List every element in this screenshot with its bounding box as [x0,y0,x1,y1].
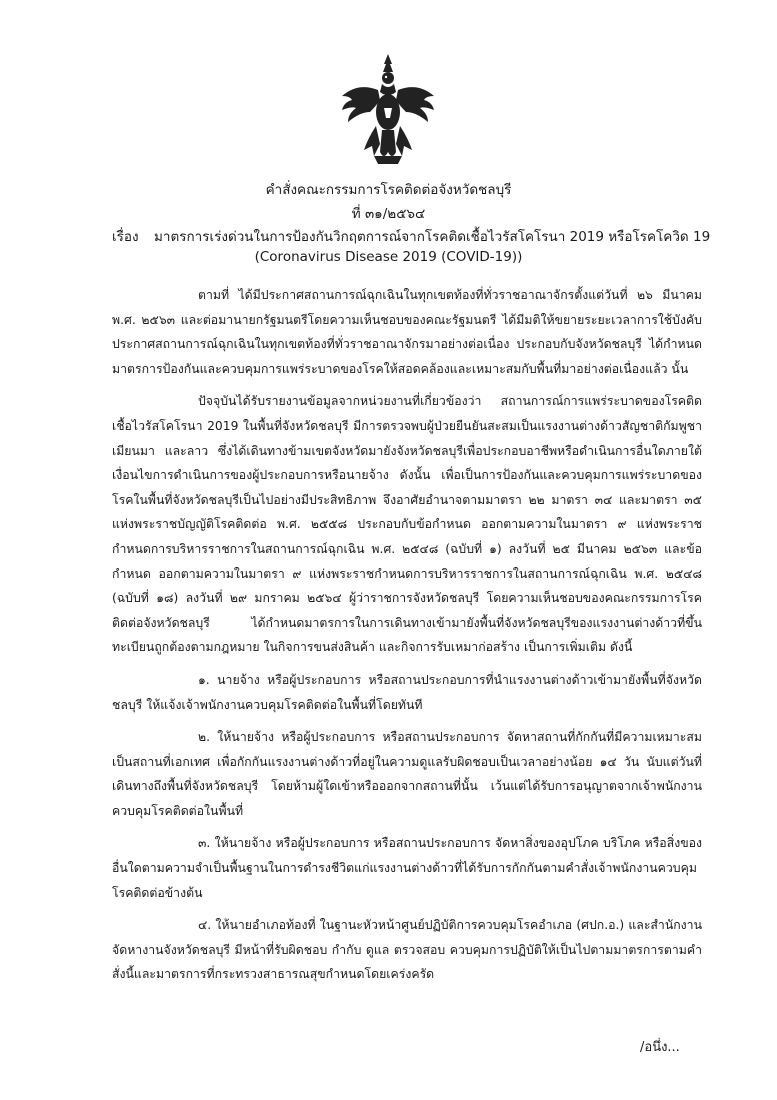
subject-line [112,225,772,247]
measure-item-2: ๒. ให้นายจ้าง หรือผู้ประกอบการ หรือสถานประกอบการ จัดหาสถานที่กักกันที่มีความเหมาะสมเป็นสถานที่เอกเทศ เพื่อกักกันแรงงานต่างด้าวที่อยู่ในความดูแลรับผิดชอบเป็นเวลาอย่างน้อย ๑๔ วัน นับแต่วันที่เดินทางถึงพื้นที่จังหวัดชลบุรี โดยห้ามผู้ใดเข้าหรือออกจากสถานที่นั้น เว้นแต่ได้รับการอนุญาตจากเจ้าพนักงานควบคุมโรคติดต่อในพื้นที่ [112,730,702,818]
paragraph-background: ตามที่ ได้มีประกาศสถานการณ์ฉุกเฉินในทุกเขตท้องที่ทั่วราชอาณาจักรตั้งแต่วันที่ ๒๖ มีนาคม พ.ศ. ๒๕๖๓ และต่อมานายกรัฐมนตรีโดยความเห็นชอบของคณะรัฐมนตรี ได้มีมติให้ขยายระยะเวลาการใช้บังคับประกาศสถานการณ์ฉุกเฉินในทุกเขตท้องที่ทั่วราชอาณาจักรมาอย่างต่อเนื่อง ประกอบกับจังหวัดชลบุรี ได้กำหนดมาตรการป้องกันและควบคุมการแพร่ระบาดของโรคให้สอดคล้องและเหมาะสมกับพื้นที่มาอย่างต่อเนื่องแล้ว นั้น [112,288,702,376]
garuda-emblem-icon [338,52,438,170]
continuation-marker: /อนึ่ง... [640,1040,680,1055]
paragraph-current-situation: ปัจจุบันได้รับรายงานข้อมูลจากหน่วยงานที่เกี่ยวข้องว่า สถานการณ์การแพร่ระบาดของโรคติดเชื้อไวรัสโคโรนา 2019 ในพื้นที่จังหวัดชลบุรี มีการตรวจพบผู้ป่วยยืนยันสะสมเป็นแรงงานต่างด้าวสัญชาติกัมพูชา เมียนมา และลาว ซึ่งได้เดินทางข้ามเขตจังหวัดมายังจังหวัดชลบุรีเพื่อประกอบอาชีพหรือดำเนินการอื่นใดภายใต้เงื่อนไขการดำเนินการของผู้ประกอบการหรือนายจ้าง ดังนั้น เพื่อเป็นการป้องกันและควบคุมการแพร่ระบาดของโรคในพื้นที่จังหวัดชลบุรีเป็นไปอย่างมีประสิทธิภาพ จึงอาศัยอำนาจตามมาตรา ๒๒ มาตรา ๓๔ และมาตรา ๓๕ แห่งพระราชบัญญัติโรคติดต่อ พ.ศ. ๒๕๕๘ ประกอบกับข้อกำหนด ออกตามความในมาตรา ๙ แห่งพระราชกำหนดการบริหารราชการในสถานการณ์ฉุกเฉิน พ.ศ. ๒๕๔๘ (ฉบับที่ ๑) ลงวันที่ ๒๕ มีนาคม ๒๕๖๓ และข้อกำหนด ออกตามความในมาตรา ๙ แห่งพระราชกำหนดการบริหารราชการในสถานการณ์ฉุกเฉิน พ.ศ. ๒๕๔๘ (ฉบับที่ ๑๘) ลงวันที่ ๒๙ มกราคม ๒๕๖๔ ผู้ว่าราชการจังหวัดชลบุรี โดยความเห็นชอบของคณะกรรมการโรคติดต่อจังหวัดชลบุรี ได้กำหนดมาตรการในการเดินทางเข้ามายังพื้นที่จังหวัดชลบุรีของแรงงานต่างด้าวที่ขึ้นทะเบียนถูกต้องตามกฎหมาย ในกิจการขนส่งสินค้า และกิจการรับเหมาก่อสร้าง เป็นการเพิ่มเติม ดังนี้ [112,394,702,655]
measure-item-3: ๓. ให้นายจ้าง หรือผู้ประกอบการ หรือสถานประกอบการ จัดหาสิ่งของอุปโภค บริโภค หรือสิ่งของอื่นใดตามความจำเป็นพื้นฐานในการดำรงชีวิตแก่แรงงานต่างด้าวที่ได้รับการกักกันตามคำสั่งเจ้าพนักงานควบคุมโรคติดต่อข้างต้น [112,836,702,900]
order-number: ที่ ๓๑/๒๕๖๔ [351,206,426,222]
document-body [112,283,702,995]
measure-item-1: ๑. นายจ้าง หรือผู้ประกอบการ หรือสถานประกอบการที่นำแรงงานต่างด้าวเข้ามายังพื้นที่จังหวัดชลบุรี ให้แจ้งเจ้าพนักงานควบคุมโรคติดต่อในพื้นที่โดยทันที [112,672,702,712]
subject-subtitle: (Coronavirus Disease 2019 (COVID-19)) [254,249,523,265]
subject-text: มาตรการเร่งด่วนในการป้องกันวิกฤตการณ์จากโรคติดเชื้อไวรัสโคโรนา 2019 หรือโรคโควิด 19 [154,229,711,245]
measure-item-4: ๔. ให้นายอำเภอท้องที่ ในฐานะหัวหน้าศูนย์ปฏิบัติการควบคุมโรคอำเภอ (ศปก.อ.) และสำนักงานจัดหางานจังหวัดชลบุรี มีหน้าที่รับผิดชอบ กำกับ ดูแล ตรวจสอบ ควบคุมการปฏิบัติให้เป็นไปตามมาตรการตามคำสั่งนี้และมาตรการที่กระทรวงสาธารณสุขกำหนดโดยเคร่งครัด [112,918,702,982]
subject-label: เรื่อง [112,229,139,245]
order-title: คำสั่งคณะกรรมการโรคติดต่อจังหวัดชลบุรี [265,182,512,198]
